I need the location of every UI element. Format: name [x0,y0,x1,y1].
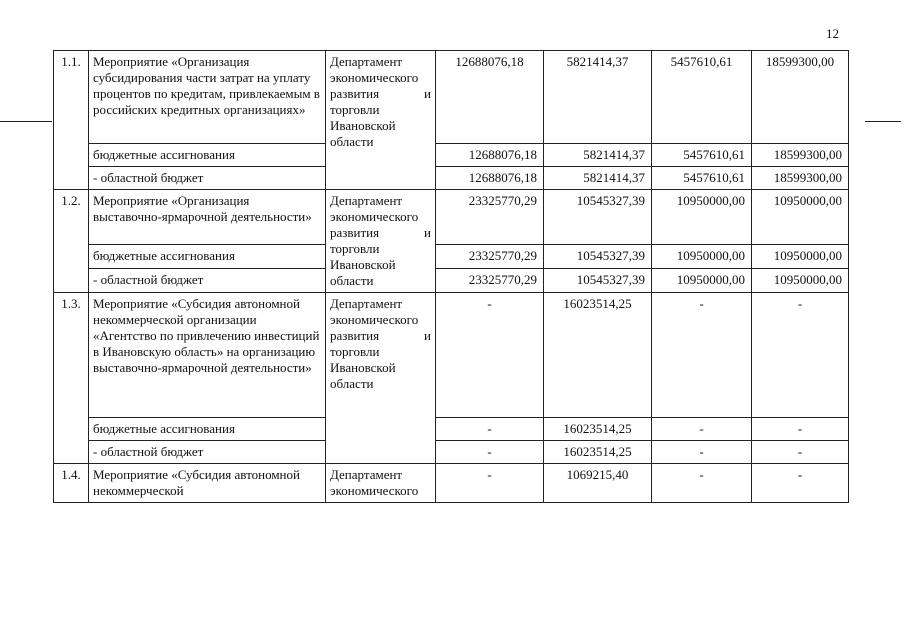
value-cell: 10545327,39 [544,190,652,245]
value-cell: 23325770,29 [436,269,544,293]
value-cell: 5457610,61 [652,167,752,190]
department: Департамент экономического развития и торговли Ивановской области [326,293,436,464]
table-row-1-2-regional [54,269,849,293]
value-cell: - [752,293,849,418]
value-cell: 10545327,39 [544,269,652,293]
row-number: 1.1. [54,51,89,190]
value-cell: 1069215,40 [544,464,652,503]
row-number: 1.2. [54,190,89,293]
sub-label: бюджетные ассигнования [89,418,326,441]
value-cell: 10950000,00 [652,190,752,245]
value-cell: 18599300,00 [752,167,849,190]
sub-label: бюджетные ассигнования [89,144,326,167]
value-cell: 23325770,29 [436,245,544,269]
value-cell: 5821414,37 [544,51,652,144]
value-cell: 16023514,25 [544,441,652,464]
value-cell: 12688076,18 [436,51,544,144]
table-row-1-2-budget [54,245,849,269]
table-row-1-2 [54,190,849,245]
value-cell: - [436,464,544,503]
value-cell: 5457610,61 [652,51,752,144]
row-number: 1.4. [54,464,89,503]
value-cell: - [652,441,752,464]
measure-title: Мероприятие «Субсидия автономной некоммерческой [89,464,326,503]
value-cell: 10950000,00 [652,245,752,269]
table-row-1-4 [54,464,849,503]
sub-label: бюджетные ассигнования [89,245,326,269]
margin-mark-right [865,121,901,122]
value-cell: - [436,441,544,464]
value-cell: 16023514,25 [544,418,652,441]
value-cell: 10950000,00 [652,269,752,293]
table-row-1-1-budget [54,144,849,167]
value-cell: 10950000,00 [752,269,849,293]
department: Департамент экономического развития и торговли Ивановской области [326,51,436,190]
value-cell: - [436,293,544,418]
table-row-1-1 [54,51,849,144]
value-cell: 5457610,61 [652,144,752,167]
department: Департамент экономического развития и торговли Ивановской области [326,190,436,293]
value-cell: 5821414,37 [544,144,652,167]
value-cell: 12688076,18 [436,167,544,190]
value-cell: 5821414,37 [544,167,652,190]
sub-label: - областной бюджет [89,441,326,464]
page-number: 12 [826,26,839,41]
value-cell: - [752,464,849,503]
value-cell: 10545327,39 [544,245,652,269]
value-cell: 12688076,18 [436,144,544,167]
row-number: 1.3. [54,293,89,464]
value-cell: 18599300,00 [752,51,849,144]
table-row-1-3-budget [54,418,849,441]
measure-title: Мероприятие «Субсидия автономной некоммерческой организации «Агентство по привлечению инвестиций в Ивановскую область» на организацию выставочно-ярмарочной деятельности» [89,293,326,418]
budget-table [53,50,849,503]
value-cell: - [652,464,752,503]
sub-label: - областной бюджет [89,269,326,293]
value-cell: 10950000,00 [752,245,849,269]
measure-title: Мероприятие «Организация субсидирования части затрат на уплату процентов по кредитам, привлекаемым в российских кредитных организациях» [89,51,326,144]
value-cell: 18599300,00 [752,144,849,167]
department: Департамент экономического [326,464,436,503]
value-cell: 16023514,25 [544,293,652,418]
margin-mark-left [0,121,52,122]
value-cell: 10950000,00 [752,190,849,245]
value-cell: - [752,441,849,464]
value-cell: - [436,418,544,441]
table-row-1-3-regional [54,441,849,464]
measure-title: Мероприятие «Организация выставочно-ярмарочной деятельности» [89,190,326,245]
table-row-1-3 [54,293,849,418]
value-cell: - [752,418,849,441]
value-cell: - [652,293,752,418]
table-row-1-1-regional [54,167,849,190]
sub-label: - областной бюджет [89,167,326,190]
value-cell: 23325770,29 [436,190,544,245]
value-cell: - [652,418,752,441]
